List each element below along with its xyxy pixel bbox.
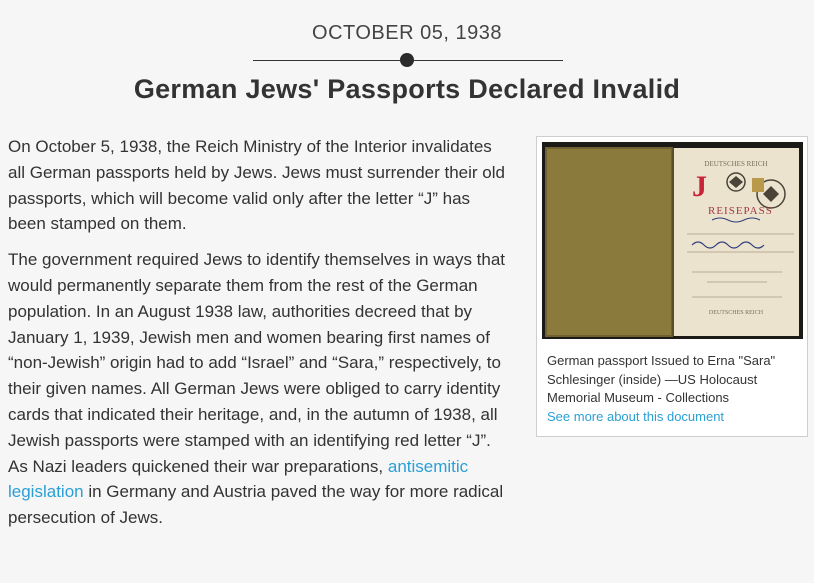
paragraph-2-text-b: in Germany and Austria paved the way for more radical persecution of Jews. — [8, 482, 504, 528]
passport-cover — [546, 148, 672, 336]
article-body — [8, 134, 508, 541]
figure-caption — [547, 352, 802, 426]
figure-card — [536, 136, 808, 437]
passport-image — [542, 142, 803, 339]
divider-dot — [400, 53, 414, 67]
paragraph-2-text-a: The government required Jews to identify themselves in ways that would permanently separate them from the rest of the German population. In an August 1938 law, authorities decreed that by January 1, 1939, Jewish men and women bearing first names of “non-Jewish” origin had to add “Israel” and “Sara,” respectively, to their given names. All German Jews were obliged to carry identity cards that indicated their heritage, and, in the autumn of 1938, all Jewish passports were stamped with an identifying red letter “J”. As Nazi leaders quickened their war preparations, — [8, 250, 506, 476]
passport-photo[interactable] — [542, 142, 803, 339]
paragraph-2 — [8, 247, 508, 531]
passport-j-stamp: J — [692, 170, 707, 203]
date-label: OCTOBER 05, 1938 — [312, 22, 502, 44]
passport-footer-text: DEUTSCHES REICH — [708, 310, 764, 316]
passport-header-text: DEUTSCHES REICH — [704, 160, 768, 168]
paragraph-1: On October 5, 1938, the Reich Ministry of the Interior invalidates all German passports held by Jews. Jews must surrender their old passports, which will become valid only after the letter “J” has been stamped on them. — [8, 137, 505, 234]
passport-title-text: REISEPASS — [708, 205, 773, 217]
see-more-link[interactable]: See more about this document — [547, 408, 725, 424]
caption-text: German passport Issued to Erna "Sara" Schlesinger (inside) —US Holocaust Memorial Museum - Collections — [547, 353, 776, 405]
antisemitic-legislation-link[interactable]: antisemitic legislation — [8, 456, 469, 502]
page-title: German Jews' Passports Declared Invalid — [133, 74, 681, 104]
